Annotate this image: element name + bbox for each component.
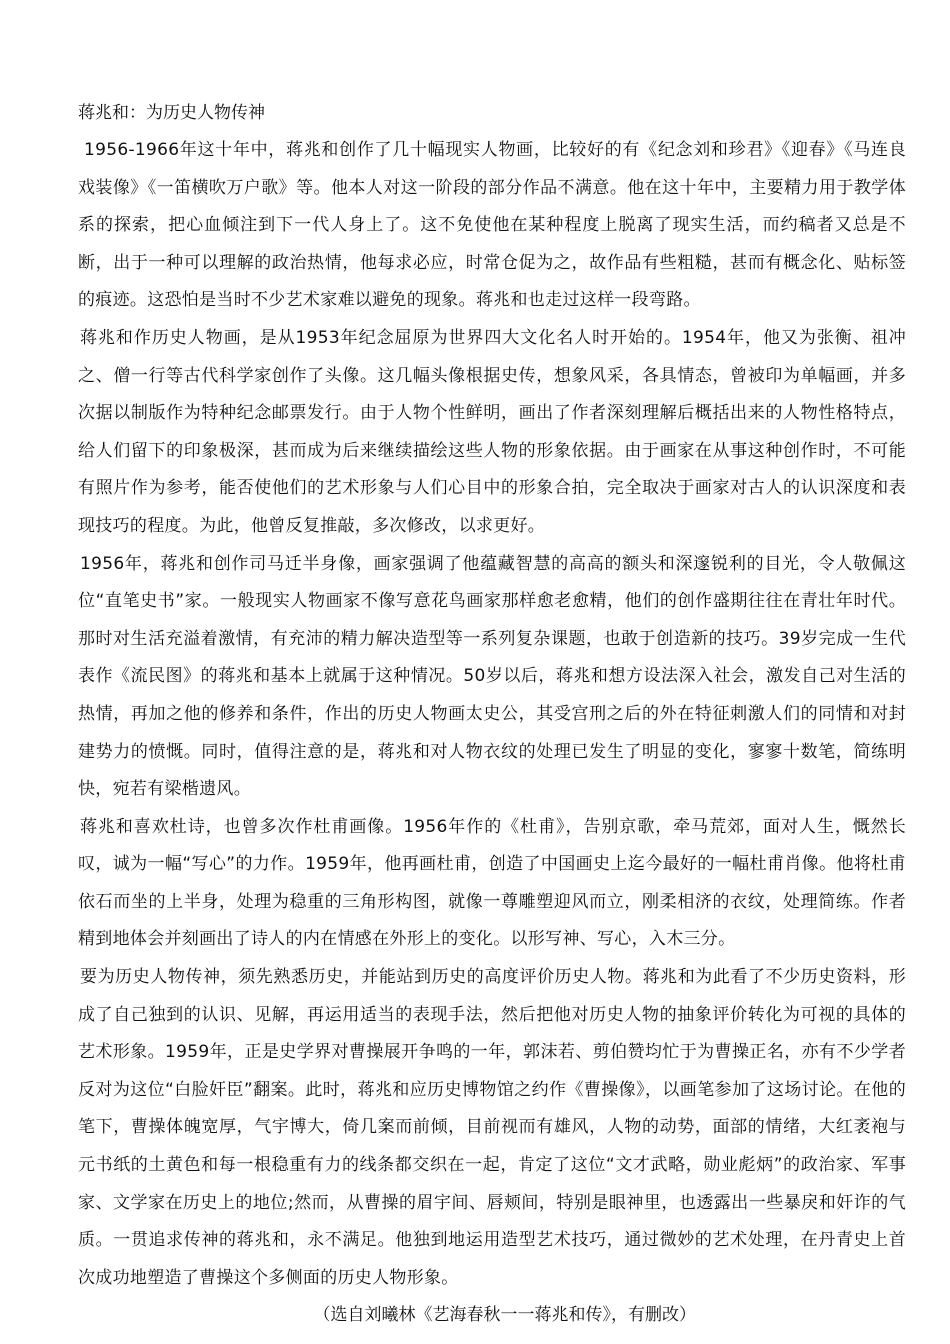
paragraph-3: 1956年，蒋兆和创作司马迁半身像，画家强调了他蕴藏智慧的高高的额头和深邃锐利的目光，令人敬佩这位“直笔史书”家。一般现实人物画家不像写意花鸟画家那样愈老愈精，他们的创作盛期往往在青壮年时代。那时对生活充溢着激情，有充沛的精力解决造型等一系列复杂课题，也敢于创造新的技巧。39岁完成一生代表作《流民图》的蒋兆和基本上就属于这种情况。50岁以后，蒋兆和想方设法深入社会，激发自己对生活的热情，再加之他的修养和条件，作出的历史人物画太史公，其受宫刑之后的外在特征刺激人们的同情和对封建势力的愤慨。同时，值得注意的是，蒋兆和对人物衣纹的处理已发生了明显的变化，寥寥十数笔，简练明快，宛若有梁楷遗风。: [78, 553, 906, 800]
paragraph-1: 1956-1966年这十年中，蒋兆和创作了几十幅现实人物画，比较好的有《纪念刘和珍君》《迎春》《马连良戏装像》《一笛横吹万户歌》等。他本人对这一阶段的部分作品不满意。他在这十年中，主要精力用于教学体系的探索，把心血倾注到下一代人身上了。这不免使他在某种程度上脱离了现实生活，而约稿者又总是不断，出于一种可以理解的政治热情，他每求必应，时常仓促为之，故作品有些粗糙，甚而有概念化、贴标签的痕迹。这恐怕是当时不少艺术家难以避免的现象。蒋兆和也走过这样一段弯路。: [78, 140, 906, 311]
paragraph-2: 蒋兆和作历史人物画，是从1953年纪念屈原为世界四大文化名人时开始的。1954年，他又为张衡、祖冲之、僧一行等古代科学家创作了头像。这几幅头像根据史传，想象风采，各具情态，曾被印为单幅画，并多次据以制版作为特种纪念邮票发行。由于人物个性鲜明，画出了作者深刻理解后概括出来的人物性格特点，给人们留下的印象极深，甚而成为后来继续描绘这些人物的形象依据。由于画家在从事这种创作时，不可能有照片作为参考，能否使他们的艺术形象与人们心目中的形象合拍，完全取决于画家对古人的认识深度和表现技巧的程度。为此，他曾反复推敲，多次修改，以求更好。: [78, 327, 906, 536]
article: [78, 96, 906, 1333]
paragraph-5: 要为历史人物传神，须先熟悉历史，并能站到历史的高度评价历史人物。蒋兆和为此看了不少历史资料，形成了自己独到的认识、见解，再运用适当的表现手法，然后把他对历史人物的抽象评价转化为可视的具体的艺术形象。1959年，正是史学界对曹操展开争鸣的一年，郭沫若、剪伯赞均忙于为曹操正名，亦有不少学者反对为这位“白脸奸臣”翻案。此时，蒋兆和应历史博物馆之约作《曹操像》，以画笔参加了这场讨论。在他的笔下，曹操体魄宽厚，气宇博大，倚几案而前倾，目前视而有雄风，人物的动势，面部的情绪，大红袤袍与元书纸的土黄色和每一根稳重有力的线条都交织在一起，肯定了这位“文才武略，勋业彪炳”的政治家、军事家、文学家在历史上的地位;然而，从曹操的眉宇间、唇颊间，特别是眼神里，也透露出一些暴戾和奸诈的气质。一贯追求传神的蒋兆和，永不满足。他独到地运用造型艺术技巧，通过微妙的艺术处理，在丹青史上首次成功地塑造了曹操这个多侧面的历史人物形象。: [78, 967, 906, 1288]
article-title: 蒋兆和：为历史人物传神: [78, 103, 265, 123]
source-citation: （选自刘曦林《艺海春秋一一蒋兆和传》，有删改）: [313, 1305, 696, 1326]
paragraph-4: 蒋兆和喜欢杜诗，也曾多次作杜甫画像。1956年作的《杜甫》，告别京歌，牵马荒郊，面对人生，慨然长叹，诚为一幅“写心”的力作。1959年，他再画杜甫，创造了中国画史上迄今最好的一幅杜甫肖像。他将杜甫依石而坐的上半身，处理为稳重的三角形构图，就像一尊雕塑迎风而立，刚柔相济的衣纹，处理简练。作者精到地体会并刻画出了诗人的内在情感在外形上的变化。以形写神、写心，入木三分。: [78, 816, 906, 950]
